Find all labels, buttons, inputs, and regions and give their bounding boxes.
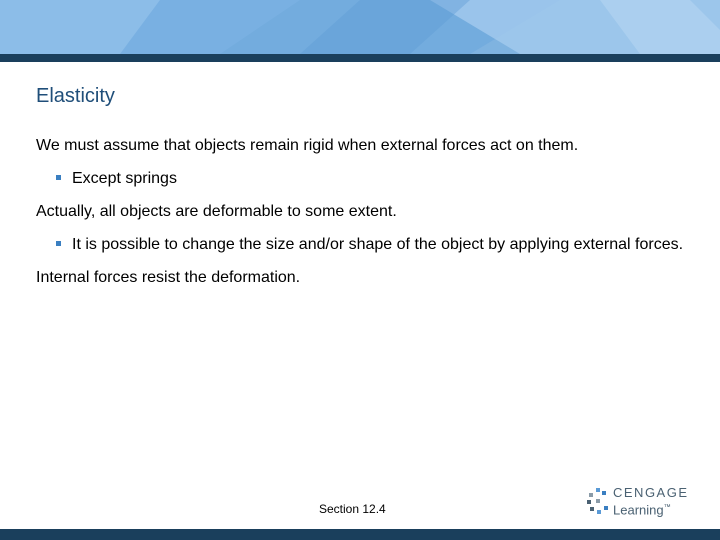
footer-bar	[0, 529, 720, 540]
logo-line-cengage: CENGAGE	[613, 485, 689, 500]
bullet-text: Except springs	[72, 170, 177, 187]
square-bullet-icon	[56, 175, 61, 180]
body-paragraph: Actually, all objects are deformable to some extent.	[36, 203, 397, 220]
cengage-mark-icon	[586, 486, 612, 518]
trademark-mark: ™	[663, 504, 671, 511]
bullet-item	[36, 168, 686, 189]
section-label: Section 12.4	[319, 502, 386, 516]
header-banner	[0, 0, 720, 62]
square-bullet-icon	[56, 241, 61, 246]
logo-wordmark	[613, 486, 689, 517]
logo-line-learning	[613, 501, 689, 517]
body-paragraph: We must assume that objects remain rigid when external forces act on them.	[36, 137, 579, 154]
bullet-text: It is possible to change the size and/or shape of the object by applying external forces.	[72, 236, 684, 253]
slide-body	[36, 135, 686, 300]
cengage-logo	[586, 486, 690, 518]
logo-learning-text: Learning	[613, 502, 664, 518]
header-banner-graphic	[0, 0, 720, 62]
body-paragraph: Internal forces resist the deformation.	[36, 269, 301, 286]
slide-title: Elasticity	[36, 85, 115, 107]
bullet-item	[36, 234, 686, 255]
